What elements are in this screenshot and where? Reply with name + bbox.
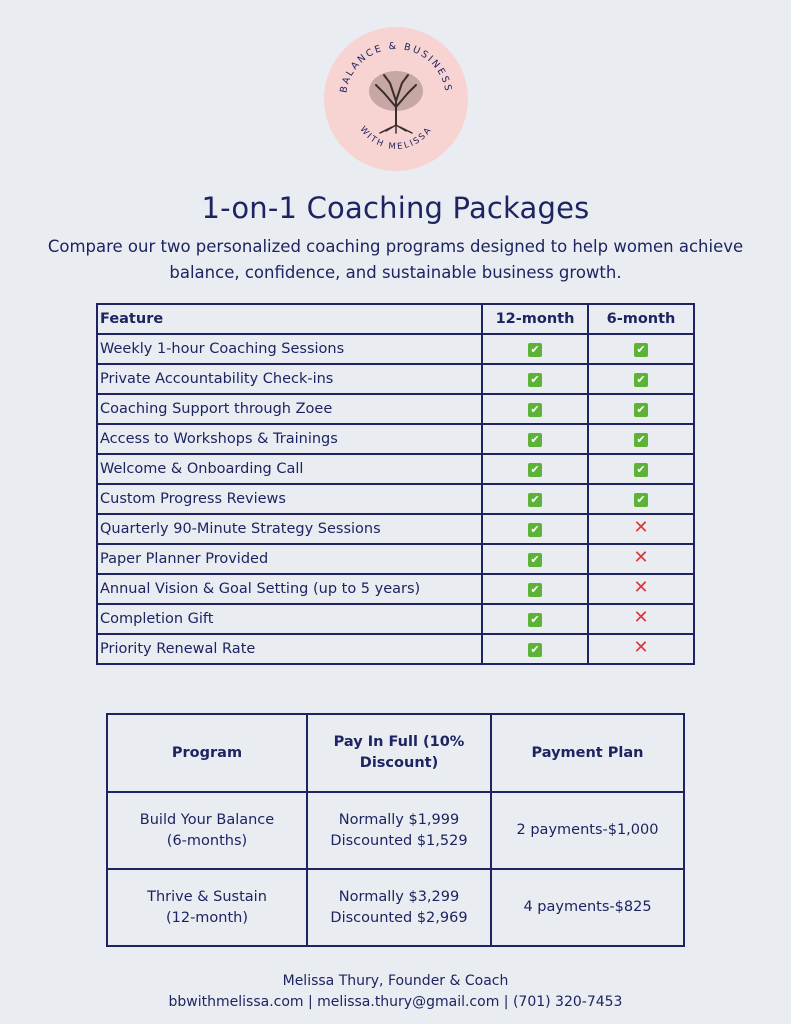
header-program: Program (107, 714, 307, 792)
cell-12-month (482, 484, 588, 514)
subtitle-line-2: balance, confidence, and sustainable business growth. (169, 263, 622, 282)
program-cell (107, 869, 307, 946)
program-duration: (12-month) (165, 909, 249, 926)
check-icon: ✔ (528, 523, 542, 537)
check-icon: ✔ (528, 493, 542, 507)
cell-12-month (482, 514, 588, 544)
feature-label: Access to Workshops & Trainings (97, 424, 482, 454)
program-duration: (6-months) (166, 832, 248, 849)
pricing-table (106, 713, 685, 947)
pay-in-full-cell (307, 869, 491, 946)
cell-6-month (588, 424, 694, 454)
normal-price: Normally $3,299 (338, 888, 460, 905)
pricing-header-row (107, 714, 684, 792)
feature-label: Quarterly 90-Minute Strategy Sessions (97, 514, 482, 544)
cell-6-month (588, 634, 694, 664)
cell-6-month (588, 514, 694, 544)
check-icon: ✔ (528, 373, 542, 387)
feature-row (97, 514, 694, 544)
cell-6-month (588, 454, 694, 484)
cross-icon: ✕ (633, 637, 649, 658)
feature-label: Private Accountability Check-ins (97, 364, 482, 394)
feature-row (97, 454, 694, 484)
feature-label: Coaching Support through Zoee (97, 394, 482, 424)
check-icon: ✔ (634, 343, 648, 357)
program-name: Thrive & Sustain (147, 888, 267, 905)
cross-icon: ✕ (633, 577, 649, 598)
cell-6-month (588, 334, 694, 364)
check-icon: ✔ (528, 463, 542, 477)
header-payment-plan: Payment Plan (491, 714, 684, 792)
cross-icon: ✕ (633, 517, 649, 538)
footer (0, 971, 791, 1013)
cell-6-month (588, 544, 694, 574)
check-icon: ✔ (634, 403, 648, 417)
cross-icon: ✕ (633, 547, 649, 568)
check-icon: ✔ (528, 433, 542, 447)
feature-row (97, 484, 694, 514)
page-title: 1-on-1 Coaching Packages (201, 191, 590, 225)
cell-6-month (588, 574, 694, 604)
feature-label: Paper Planner Provided (97, 544, 482, 574)
logo-bottom-text: WITH MELISSA (357, 124, 435, 153)
feature-label: Welcome & Onboarding Call (97, 454, 482, 484)
feature-label: Custom Progress Reviews (97, 484, 482, 514)
feature-label: Annual Vision & Goal Setting (up to 5 years) (97, 574, 482, 604)
check-icon: ✔ (634, 433, 648, 447)
brand-logo (324, 27, 468, 171)
header-pay-in-full (307, 714, 491, 792)
cell-12-month (482, 454, 588, 484)
cell-12-month (482, 364, 588, 394)
check-icon: ✔ (528, 403, 542, 417)
cell-12-month (482, 604, 588, 634)
check-icon: ✔ (528, 583, 542, 597)
pay-in-full-cell (307, 792, 491, 869)
feature-row (97, 364, 694, 394)
footer-name: Melissa Thury, Founder & Coach (282, 973, 509, 989)
subtitle-line-1: Compare our two personalized coaching programs designed to help women achieve (47, 237, 744, 256)
header-feature: Feature (97, 304, 482, 334)
cell-6-month (588, 394, 694, 424)
features-header-row (97, 304, 694, 334)
cell-12-month (482, 394, 588, 424)
feature-row (97, 634, 694, 664)
feature-row (97, 604, 694, 634)
cell-12-month (482, 634, 588, 664)
header-6-month: 6-month (588, 304, 694, 334)
check-icon: ✔ (634, 463, 648, 477)
pricing-row (107, 869, 684, 946)
payment-plan-cell: 2 payments-$1,000 (491, 792, 684, 869)
discounted-price: Discounted $1,529 (330, 832, 468, 849)
normal-price: Normally $1,999 (338, 811, 460, 828)
program-cell (107, 792, 307, 869)
feature-label: Weekly 1-hour Coaching Sessions (97, 334, 482, 364)
cell-12-month (482, 574, 588, 604)
pricing-row (107, 792, 684, 869)
feature-row (97, 574, 694, 604)
feature-row (97, 544, 694, 574)
check-icon: ✔ (528, 613, 542, 627)
check-icon: ✔ (528, 643, 542, 657)
feature-label: Priority Renewal Rate (97, 634, 482, 664)
header-pay-in-full-line-1: Pay In Full (10% (333, 734, 465, 750)
feature-row (97, 424, 694, 454)
check-icon: ✔ (528, 553, 542, 567)
cell-12-month (482, 334, 588, 364)
footer-contact: bbwithmelissa.com | melissa.thury@gmail.com | (701) 320-7453 (168, 994, 623, 1010)
check-icon: ✔ (528, 343, 542, 357)
feature-row (97, 334, 694, 364)
payment-plan-cell: 4 payments-$825 (491, 869, 684, 946)
logo-top-text: BALANCE & BUSINESS (338, 40, 454, 94)
cell-6-month (588, 484, 694, 514)
cell-6-month (588, 604, 694, 634)
program-name: Build Your Balance (139, 811, 275, 828)
page-subtitle (0, 234, 791, 286)
check-icon: ✔ (634, 493, 648, 507)
cell-12-month (482, 424, 588, 454)
tree-icon (369, 71, 423, 133)
cell-6-month (588, 364, 694, 394)
check-icon: ✔ (634, 373, 648, 387)
cross-icon: ✕ (633, 607, 649, 628)
features-table-body (97, 334, 694, 664)
cell-12-month (482, 544, 588, 574)
logo-graphic (324, 27, 468, 171)
feature-label: Completion Gift (97, 604, 482, 634)
discounted-price: Discounted $2,969 (330, 909, 468, 926)
header-12-month: 12-month (482, 304, 588, 334)
features-comparison-table (96, 303, 695, 665)
header-pay-in-full-line-2: Discount) (359, 755, 439, 771)
feature-row (97, 394, 694, 424)
